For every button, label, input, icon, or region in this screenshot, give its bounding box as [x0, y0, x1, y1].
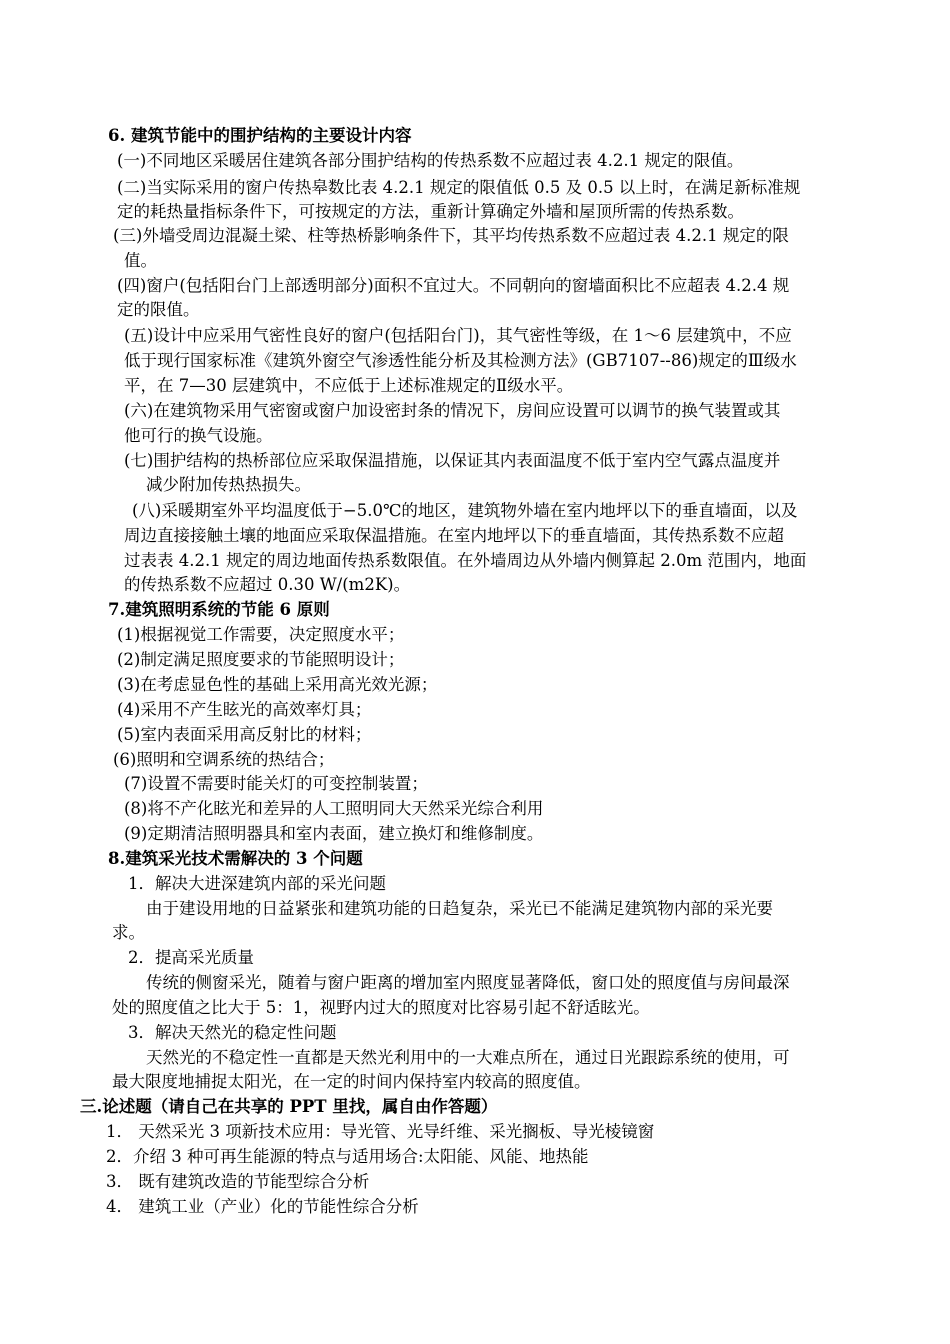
section7-item: (7)设置不需要时能关灯的可变控制装置； — [124, 774, 428, 793]
essay-item: 4． 建筑工业（产业）化的节能性综合分析 — [106, 1197, 419, 1216]
section8-paragraph: 传统的侧窗采光，随着与窗户距离的增加室内照度显著降低，窗口处的照度值与房间最深 — [146, 973, 790, 992]
section6-line: (三)外墙受周边混凝土梁、柱等热桥影响条件下，其平均传热系数不应超过表 4.2.1 规定的限 — [113, 226, 789, 245]
section7-item: (3)在考虑显色性的基础上采用高光效光源； — [117, 675, 438, 694]
section6-line: (八)采暖期室外平均温度低于−5.0℃的地区，建筑物外墙在室内地坪以下的垂直墙面，以及 — [132, 501, 798, 520]
section6-line: (二)当实际采用的窗户传热皋数比表 4.2.1 规定的限值低 0.5 及 0.5 以上时，在满足新标准规 — [117, 178, 801, 197]
section8-paragraph: 由于建设用地的日益紧张和建筑功能的日趋复杂，采光已不能满足建筑物内部的采光要 — [146, 899, 773, 918]
section6-line: 值。 — [124, 251, 157, 270]
section6-line: 的传热系数不应超过 0.30 W/(m2K)。 — [124, 575, 411, 594]
section6-line: 过表表 4.2.1 规定的周边地面传热系数限值。在外墙周边从外墙内侧算起 2.0m 范围内，地面 — [124, 551, 807, 570]
essay-item: 1． 天然采光 3 项新技术应用：导光管、光导纤维、采光搁板、导光棱镜窗 — [106, 1122, 655, 1141]
section6-line: 低于现行国家标准《建筑外窗空气渗透性能分析及其检测方法》(GB7107--86)规定的Ⅲ级水 — [124, 351, 797, 370]
section8-subheading: 1．解决大进深建筑内部的采光问题 — [128, 874, 386, 893]
section8-paragraph: 天然光的不稳定性一直都是天然光利用中的一大难点所在，通过日光跟踪系统的使用，可 — [146, 1048, 790, 1067]
section8-subheading: 2．提高采光质量 — [128, 948, 254, 967]
section6-line: 周边直接接触土壤的地面应采取保温措施。在室内地坪以下的垂直墙面，其传热系数不应超 — [124, 526, 784, 545]
essay-item: 2．介绍 3 种可再生能源的特点与适用场合:太阳能、风能、地热能 — [106, 1147, 589, 1166]
section6-line: (六)在建筑物采用气密窗或窗户加设密封条的情况下，房间应设置可以调节的换气装置或其 — [124, 401, 781, 420]
section8-paragraph: 最大限度地捕捉太阳光，在一定的时间内保持室内较高的照度值。 — [112, 1072, 591, 1091]
section6-line: 他可行的换气设施。 — [124, 426, 273, 445]
section8-paragraph: 求。 — [112, 923, 145, 942]
section7-item: (1)根据视觉工作需要，决定照度水平； — [117, 625, 405, 644]
section7-item: (2)制定满足照度要求的节能照明设计； — [117, 650, 405, 669]
section6-line: (四)窗户(包括阳台门上部透明部分)面积不宜过大。不同朝向的窗墙面积比不应超表 4.2.4 规 — [117, 276, 790, 295]
section6-line: (一)不同地区采暖居住建筑各部分围护结构的传热系数不应超过表 4.2.1 规定的限值。 — [117, 151, 744, 170]
essay-section-heading: 三.论述题（请自己在共享的 PPT 里找，属自由作答题） — [80, 1097, 498, 1116]
section8-heading: 8.建筑采光技术需解决的 3 个问题 — [108, 849, 363, 868]
section6-heading: 6. 建筑节能中的围护结构的主要设计内容 — [108, 126, 412, 145]
section6-line: 定的耗热量指标条件下，可按规定的方法，重新计算确定外墙和屋顶所需的传热系数。 — [117, 202, 744, 221]
section6-line: (七)围护结构的热桥部位应采取保温措施，以保证其内表面温度不低于室内空气露点温度并 — [124, 451, 781, 470]
section7-item: (8)将不产化眩光和差异的人工照明同大天然采光综合利用 — [124, 799, 544, 818]
section7-item: (6)照明和空调系统的热结合； — [113, 750, 335, 769]
section6-line: 减少附加传热热损失。 — [146, 475, 311, 494]
section7-heading: 7.建筑照明系统的节能 6 原则 — [108, 600, 330, 619]
essay-item: 3． 既有建筑改造的节能型综合分析 — [106, 1172, 370, 1191]
section6-line: 定的限值。 — [117, 300, 200, 319]
section6-line: 平，在 7—30 层建筑中，不应低于上述标准规定的Ⅱ级水平。 — [124, 376, 574, 395]
section7-item: (9)定期清洁照明器具和室内表面，建立换灯和维修制度。 — [124, 824, 544, 843]
section7-item: (4)采用不产生眩光的高效率灯具； — [117, 700, 372, 719]
section7-item: (5)室内表面采用高反射比的材料； — [117, 725, 372, 744]
section8-subheading: 3．解决天然光的稳定性问题 — [128, 1023, 337, 1042]
section8-paragraph: 处的照度值之比大于 5：1，视野内过大的照度对比容易引起不舒适眩光。 — [112, 998, 650, 1017]
section6-line: (五)设计中应采用气密性良好的窗户(包括阳台门)，其气密性等级，在 1～6 层建筑中，不应 — [124, 326, 792, 345]
